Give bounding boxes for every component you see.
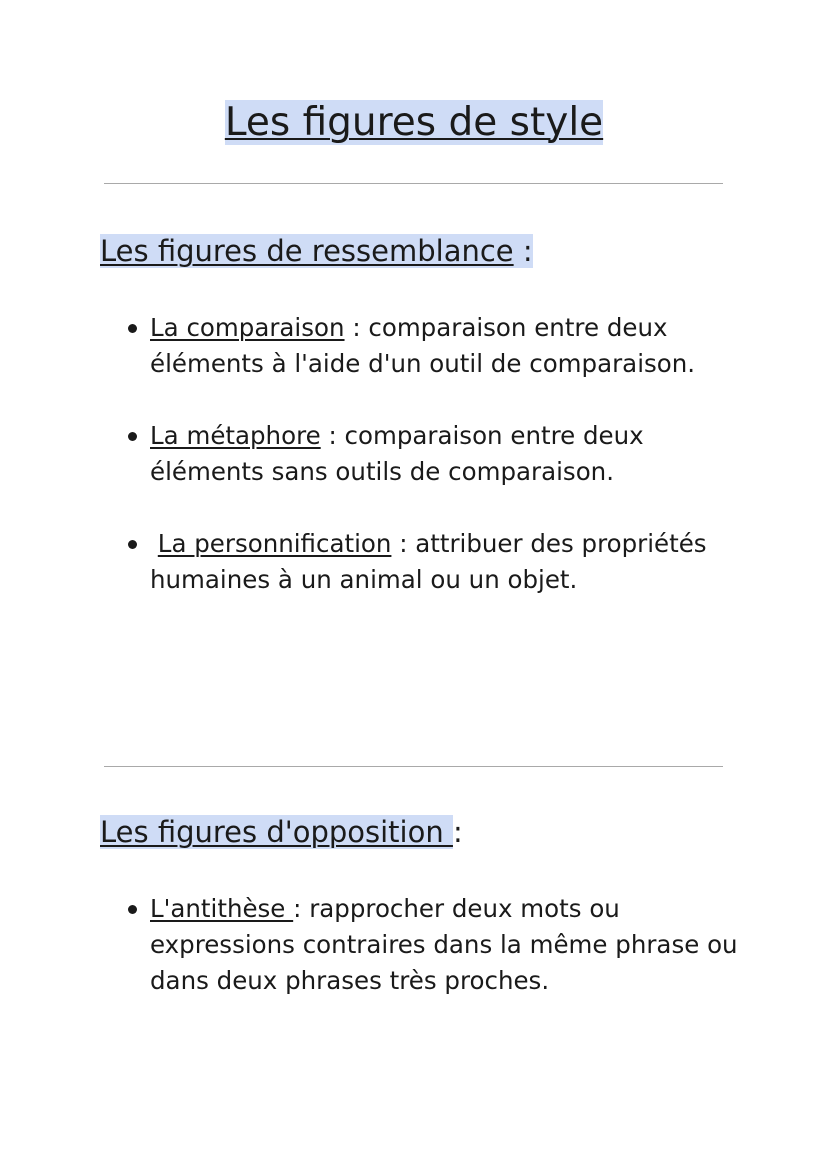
definition-comparaison: : comparaison entre deux éléments à l'aide d'un outil de comparaison. bbox=[150, 313, 696, 378]
section-heading-opposition-suffix: : bbox=[452, 815, 463, 849]
term-personnification: La personnification bbox=[157, 529, 392, 558]
list-item-personnification bbox=[150, 526, 740, 598]
term-antithese: L'antithèse bbox=[150, 894, 294, 923]
definition-antithese: : rapprocher deux mots ou expressions contraires dans la même phrase ou dans deux phrases très proches. bbox=[150, 894, 738, 995]
section-heading-opposition-text: Les figures d'opposition bbox=[100, 815, 453, 849]
list-item-comparaison bbox=[150, 310, 740, 382]
page-title bbox=[0, 96, 828, 150]
term-personnification-lead bbox=[150, 529, 158, 558]
page-title-text: Les figures de style bbox=[224, 100, 604, 145]
term-metaphore: La métaphore bbox=[150, 421, 321, 450]
list-item-metaphore bbox=[150, 418, 740, 490]
divider-top bbox=[104, 183, 723, 184]
section-heading-ressemblance-suffix: : bbox=[513, 234, 533, 268]
term-comparaison: La comparaison bbox=[150, 313, 345, 342]
section-heading-opposition bbox=[100, 812, 463, 852]
opposition-list bbox=[150, 891, 740, 999]
list-item-antithese bbox=[150, 891, 740, 999]
section-heading-ressemblance-text: Les figures de ressemblance bbox=[100, 234, 514, 268]
divider-middle bbox=[104, 766, 723, 767]
ressemblance-list bbox=[150, 310, 740, 598]
definition-metaphore: : comparaison entre deux éléments sans outils de comparaison. bbox=[150, 421, 644, 486]
definition-personnification: : attribuer des propriétés humaines à un animal ou un objet. bbox=[150, 529, 707, 594]
section-heading-ressemblance bbox=[100, 231, 533, 271]
